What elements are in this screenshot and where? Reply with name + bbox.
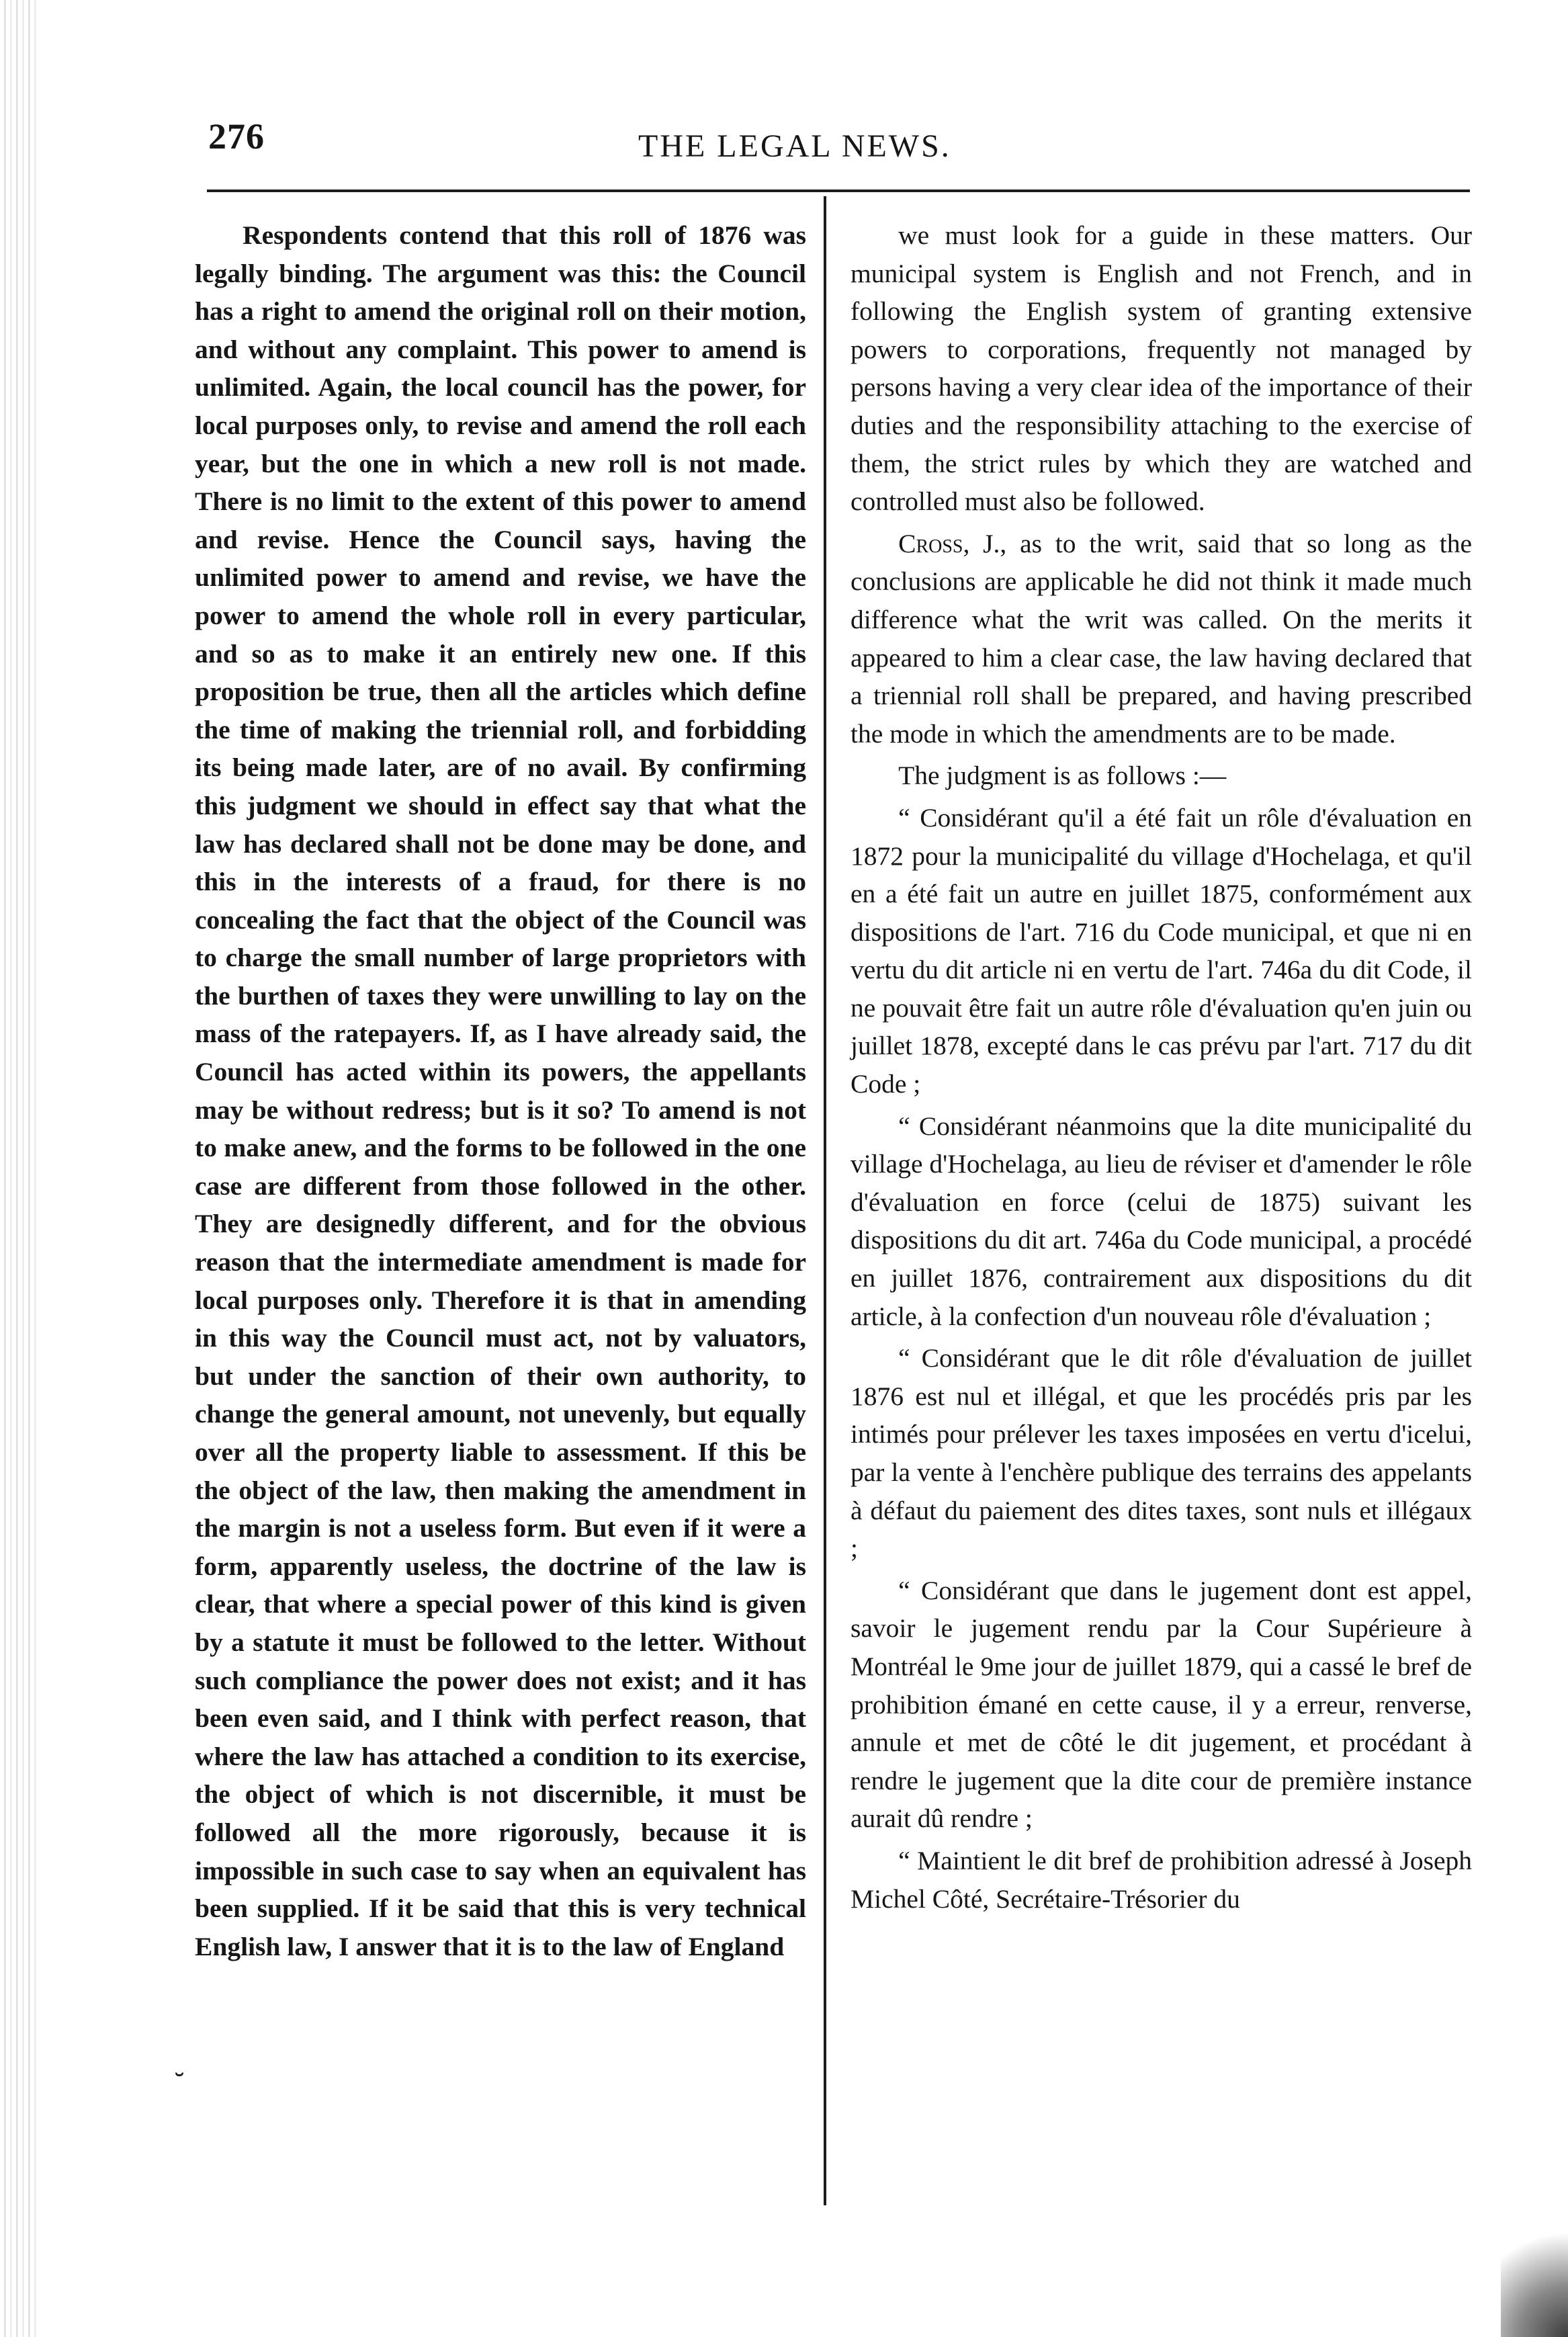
- scanned-page-edge: [0, 0, 37, 2337]
- right-paragraph: The judgment is as follows :—: [898, 761, 1227, 791]
- left-column: [195, 216, 806, 1965]
- right-paragraph: “ Considérant qu'il a été fait un rôle d'évaluation en 1872 pour la municipalité du village d'Hochelaga, et qu'il en a été fait un autre en juillet 1875, conformément aux dispositions de l'art. 716 du Code municipal, et que ni en vertu du dit article ni en vertu de l'art. 746a du dit Code, il ne pouvait être fait un autre rôle d'évaluation qu'en juin ou juillet 1878, excepté dans le cas prévu par l'art. 717 du dit Code ;: [851, 802, 1472, 1099]
- left-paragraph: Respondents contend that this roll of 1876 was legally binding. The argument was this: the Council has a right to amend the original roll on their motion, and without any complaint. This power to amend is unlimited. Again, the local council has the power, for local purposes only, to revise and amend the roll each year, but the one in which a new roll is not made. There is no limit to the extent of this power to amend and revise. Hence the Council says, having the unlimited power to amend and revise, we have the power to amend the whole roll in every particular, and so as to make it an entirely new one. If this proposition be true, then all the articles which define the time of making the triennial roll, and forbidding its being made later, are of no avail. By confirming this judgment we should in effect say that what the law has declared shall not be done may be done, and this in the interests of a fraud, for there is no concealing the fact that the object of the Council was to charge the small number of large proprietors with the burthen of taxes they were unwilling to lay on the mass of the ratepayers. If, as I have already said, the Council has acted within its powers, the appellants may be without redress; but is it so? To amend is not to make anew, and the forms to be followed in the one case are different from those followed in the other. They are designedly different, and for the obvious reason that the intermediate amendment is made for local purposes only. Therefore it is that in amending in this way the Council must act, not by valuators, but under the sanction of their own authority, to change the general amount, not unevenly, but equally over all the property liable to assessment. If this be the object of the law, then making the amendment in the margin is not a useless form. But even if it were a form, apparently useless, the doctrine of the law is clear, that where a special power of this kind is given by a statute it must be followed to the letter. Without such compliance the power does not exist; and it has been even said, and I think with perfect reason, that where the law has attached a condition to its exercise, the object of which is not discernible, it must be followed all the more rigorously, because it is impossible in such case to say when an equivalent has been supplied. If it be said that this is very technical English law, I answer that it is to the law of England: [195, 220, 806, 1961]
- column-divider: [824, 196, 826, 2205]
- running-title: THE LEGAL NEWS.: [638, 128, 951, 164]
- page-number: 276: [208, 116, 265, 157]
- header-rule: [207, 189, 1470, 192]
- right-paragraph: “ Considérant que le dit rôle d'évaluation de juillet 1876 est nul et illégal, et que les procédés pris par les intimés pour prélever les taxes imposées en vertu d'icelui, par la vente à l'enchère publique des terrains des appelants à défaut du paiement des dites taxes, sont nuls et illégaux ;: [851, 1343, 1472, 1564]
- right-column: [851, 216, 1472, 1918]
- right-paragraph: “ Considérant que dans le jugement dont est appel, savoir le jugement rendu par la Cour Supérieure à Montréal le 9me jour de juillet 1879, qui a cassé le bref de prohibition émané en cette cause, il y a erreur, renverse, annule et met de côté le dit jugement, et procédant à rendre le jugement que la dite cour de première instance aurait dû rendre ;: [851, 1575, 1472, 1834]
- right-paragraph: “ Considérant néanmoins que la dite municipalité du village d'Hochelaga, au lieu de réviser et d'amender le rôle d'évaluation en force (celui de 1875) suivant les dispositions du dit art. 746a du Code municipal, a procédé en juillet 1876, contrairement aux dispositions du dit article, à la confection d'un nouveau rôle d'évaluation ;: [851, 1111, 1472, 1331]
- judge-name: Cross, J.,: [898, 528, 1007, 558]
- margin-mark: ˘: [173, 2070, 185, 2098]
- page-corner-smudge: [1501, 2209, 1568, 2337]
- judge-remarks: as to the writ, said that so long as the conclusions are applicable he did not think it made much difference what the writ was called. On the merits it appeared to him a clear case, the law having declared that a triennial roll shall be prepared, and having prescribed the mode in which the amendments are to be made.: [851, 528, 1472, 749]
- right-paragraph: “ Maintient le dit bref de prohibition adressé à Joseph Michel Côté, Secrétaire-Trésorier du: [851, 1845, 1472, 1914]
- right-paragraph: [851, 525, 1472, 753]
- right-paragraph: we must look for a guide in these matters. Our municipal system is English and not French, and in following the English system of granting extensive powers to corporations, frequently not managed by persons having a very clear idea of the importance of their duties and the responsibility attaching to the exercise of them, the strict rules by which they are watched and controlled must also be followed.: [851, 220, 1472, 517]
